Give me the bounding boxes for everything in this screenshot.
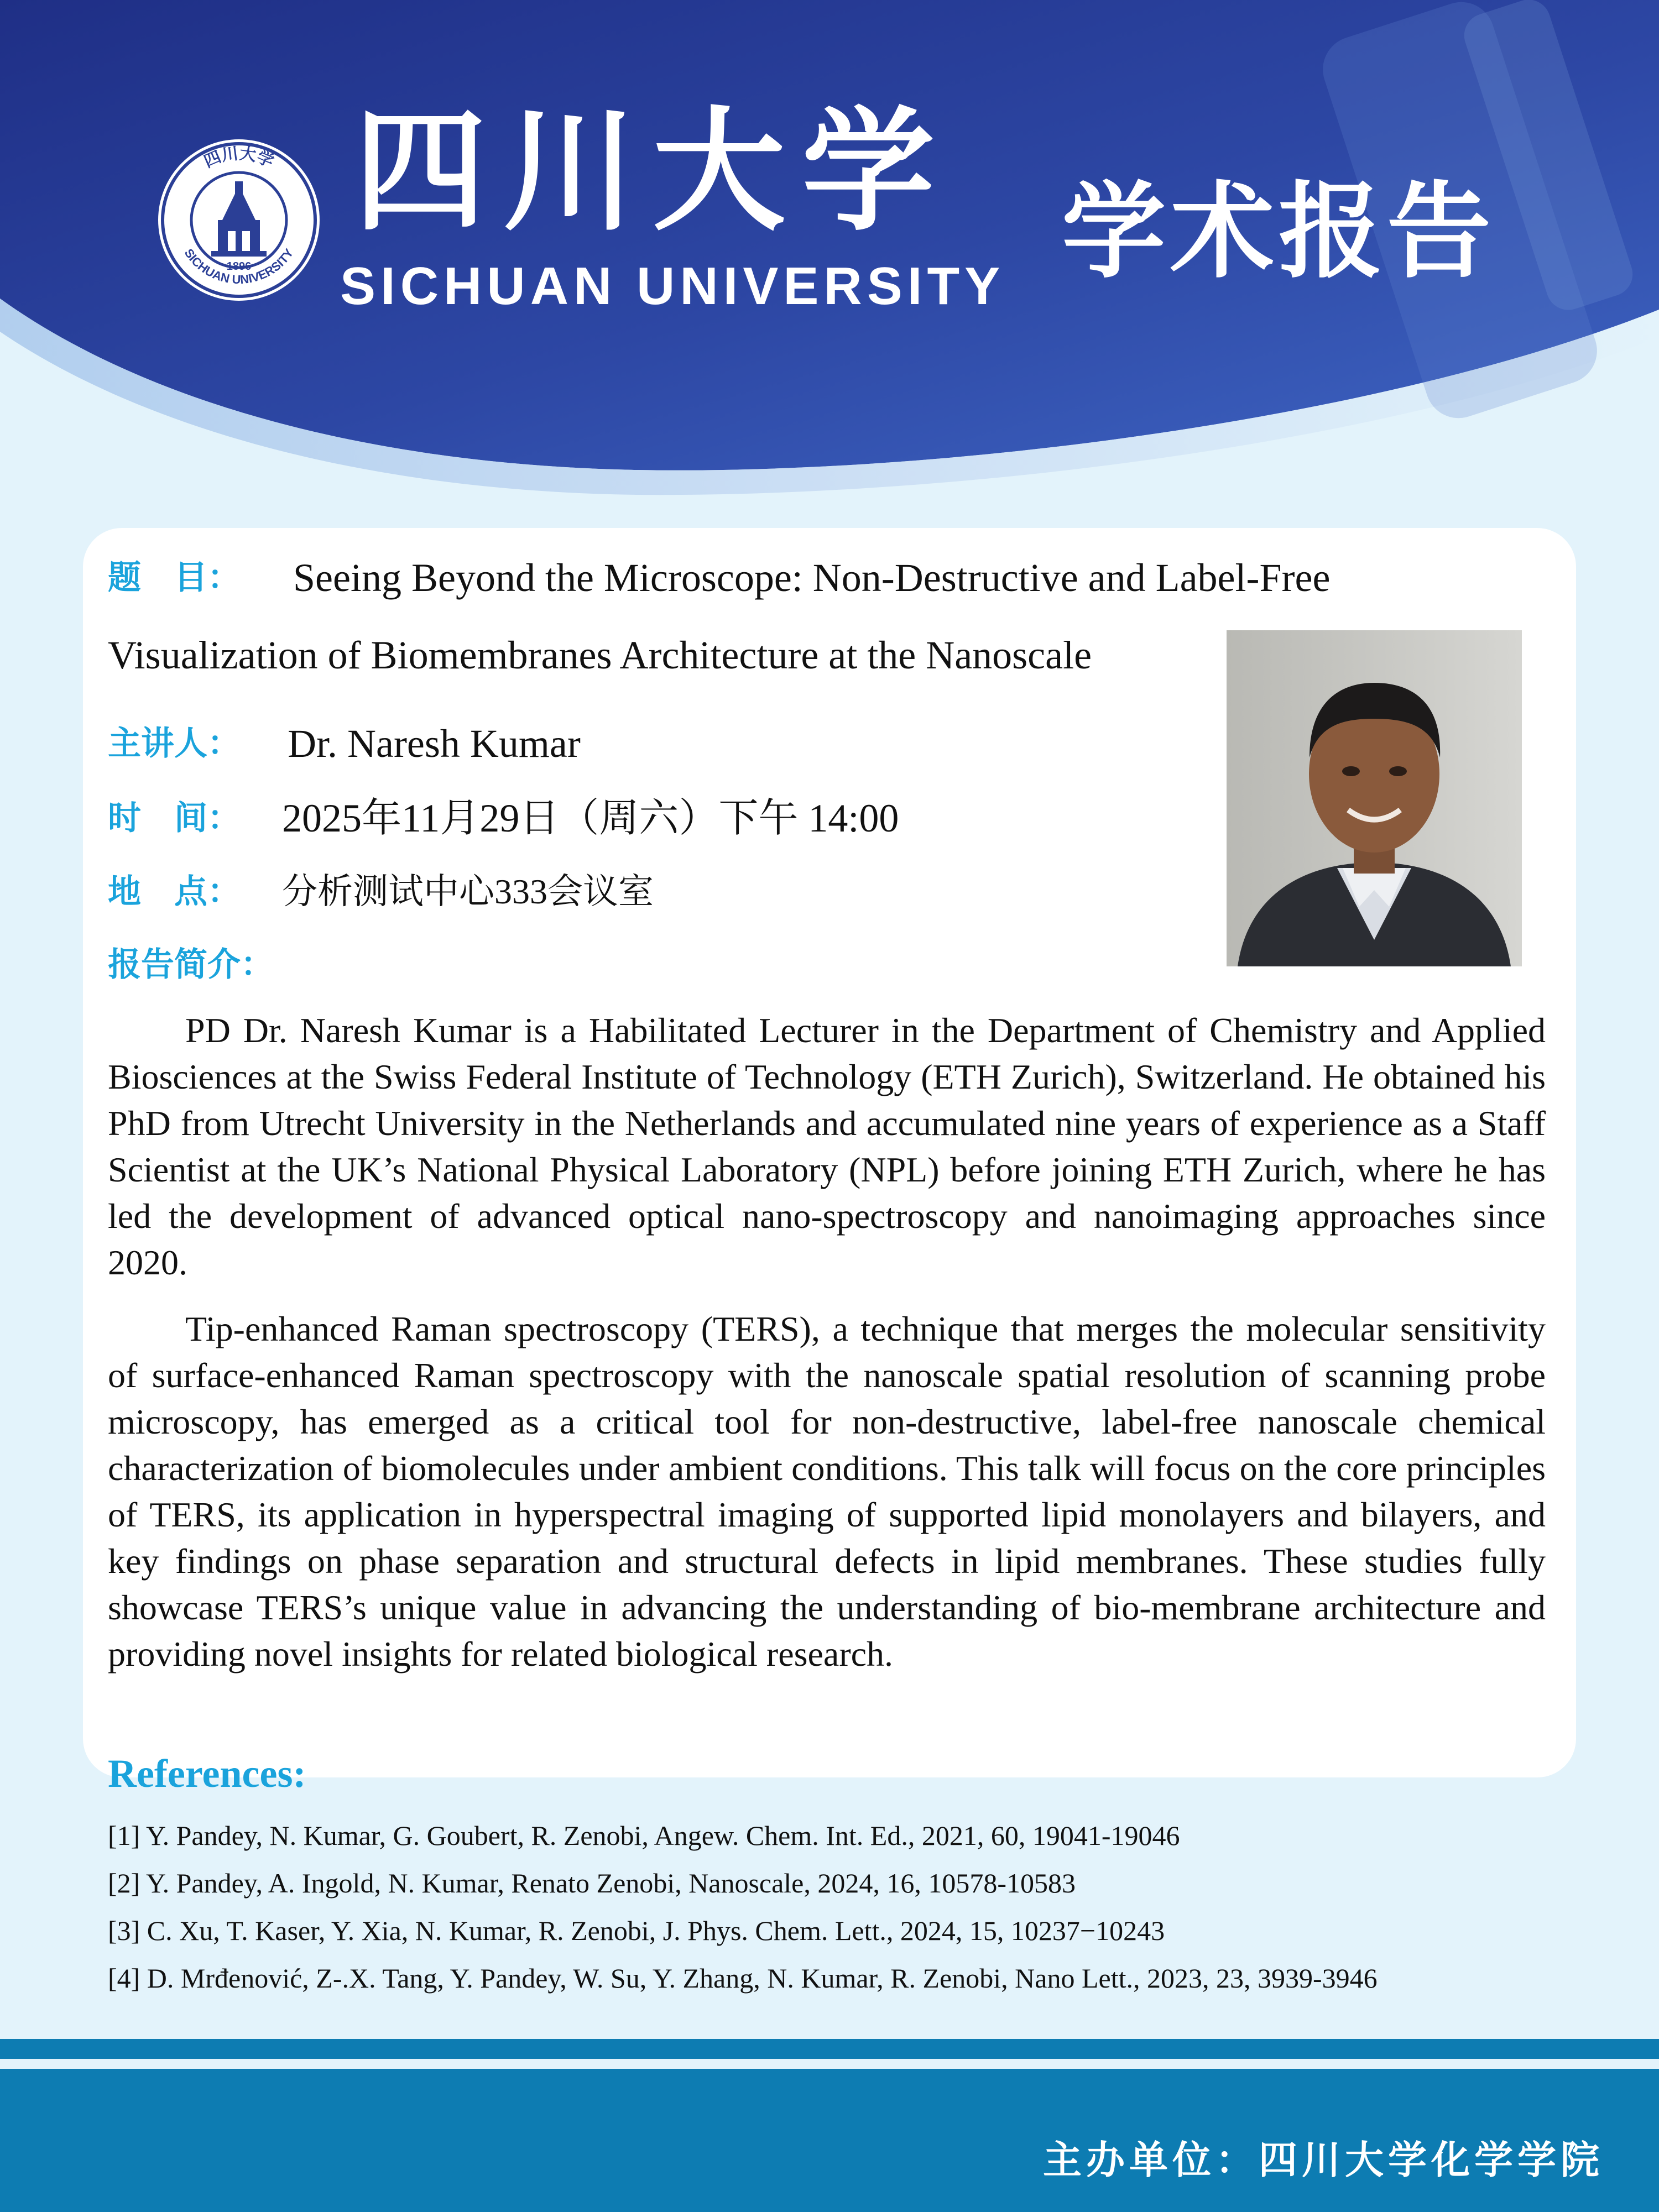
seal-year: 1896 — [226, 260, 252, 273]
reference-item: [4] D. Mrđenović, Z-.X. Tang, Y. Pandey, W. Su, Y. Zhang, N. Kumar, R. Zenobi, Nano Lett., 2023, 23, 3939-3946 — [108, 1963, 1378, 1994]
event-location: 分析测试中心333会议室 — [282, 872, 654, 911]
time-label: 时 间： — [108, 799, 241, 838]
talk-title-line1: Seeing Beyond the Microscope: Non-Destructive and Label-Free — [293, 556, 1331, 600]
event-time: 2025年11月29日（周六）下午 14:00 — [282, 796, 899, 840]
intro-paragraph-1: PD Dr. Naresh Kumar is a Habilitated Lecturer in the Department of Chemistry and Applied Biosciences at the Swiss Federal Institute of Technology (ETH Zurich), Switzerland. He obtained his PhD from Utrecht University in the Netherlands and accumulated nine years of experience as a Staff Scientist at the UK’s National Physical Laboratory (NPL) before joining ETH Zurich, where he has led the development of advanced optical nano-spectroscopy and nanoimaging approaches since 2020. — [108, 1011, 1546, 1282]
location-label: 地 点： — [108, 872, 241, 911]
university-seal-logo — [156, 137, 322, 303]
talk-title-line2: Visualization of Biomembranes Architecture at the Nanoscale — [108, 633, 1092, 677]
organizer-text: 主办单位：四川大学化学学院 — [1043, 2137, 1604, 2183]
speaker-photo — [1227, 630, 1522, 966]
seal-ring-cn: 四川大学 — [201, 144, 277, 172]
references-heading: References: — [108, 1751, 306, 1796]
speaker-label: 主讲人： — [108, 724, 241, 763]
reference-item: [3] C. Xu, T. Kaser, Y. Xia, N. Kumar, R. Zenobi, J. Phys. Chem. Lett., 2024, 15, 10237−10243 — [108, 1915, 1165, 1946]
reference-item: [1] Y. Pandey, N. Kumar, G. Goubert, R. Zenobi, Angew. Chem. Int. Ed., 2021, 60, 19041-19046 — [108, 1820, 1180, 1851]
title-label: 题 目： — [108, 558, 241, 597]
event-type-title: 学术报告 — [1062, 171, 1495, 292]
poster-header — [0, 0, 1659, 498]
intro-label: 报告简介： — [108, 945, 274, 984]
university-name-cn: 四川大学 — [354, 94, 951, 249]
reference-item: [2] Y. Pandey, A. Ingold, N. Kumar, Renato Zenobi, Nanoscale, 2024, 16, 10578-10583 — [108, 1868, 1076, 1899]
university-name-en: SICHUAN UNIVERSITY — [340, 257, 1005, 316]
seal-ring-en: SICHUAN UNIVERSITY — [181, 246, 296, 287]
footer-stripe — [0, 2039, 1659, 2059]
intro-paragraph-2: Tip-enhanced Raman spectroscopy (TERS), a technique that merges the molecular sensitivity of surface-enhanced Raman spectroscopy with the nanoscale spatial resolution of scanning probe microscopy, has emerged as a critical tool for non-destructive, label-free nanoscale chemical characterization of biomolecules under ambient conditions. This talk will focus on the core principles of TERS, its application in hyperspectral imaging of supported lipid monolayers and bilayers, and key findings on phase separation and structural defects in lipid membranes. These studies fully showcase TERS’s unique value in advancing the understanding of bio-membrane architecture and providing novel insights for related biological research. — [108, 1309, 1546, 1674]
speaker-name: Dr. Naresh Kumar — [288, 721, 581, 766]
